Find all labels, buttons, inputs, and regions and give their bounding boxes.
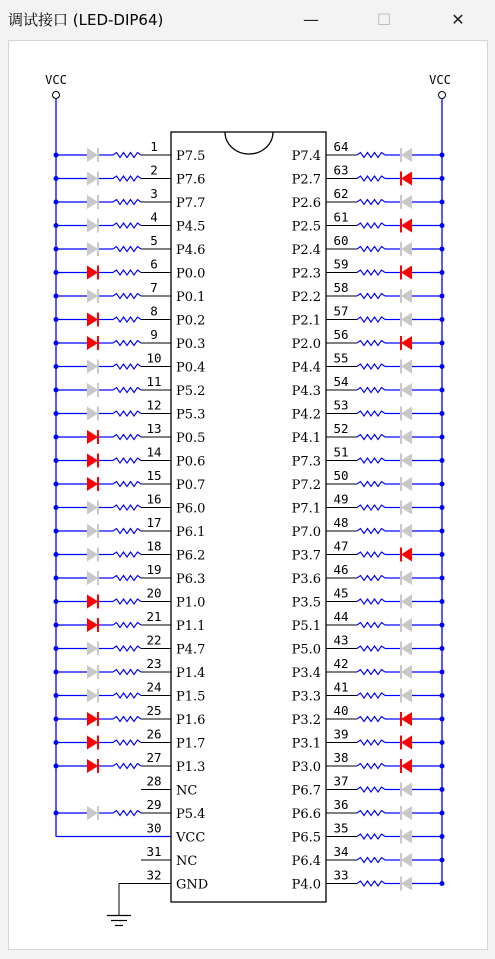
pin-39-resistor (357, 740, 385, 745)
pin-60-number: 60 (333, 233, 349, 248)
pin-46-junction (440, 576, 445, 581)
led-dip64-schematic (9, 41, 487, 949)
pin-42-resistor (357, 670, 385, 675)
pin-34-name: P6.4 (291, 854, 321, 869)
pin-64-number: 64 (333, 139, 349, 154)
pin-63-number: 63 (333, 162, 349, 178)
pin-7-name: P0.1 (176, 290, 206, 305)
pin-11-led (87, 383, 98, 397)
pin-44-resistor (357, 623, 385, 628)
pin-19-resistor (113, 576, 141, 581)
pin-52-resistor (357, 435, 385, 440)
pin-54-number: 54 (333, 374, 349, 389)
pin-18-name: P6.2 (176, 548, 206, 564)
pin-44-number: 44 (333, 609, 349, 624)
pin-56-name: P2.0 (291, 337, 321, 352)
pin-4-led (87, 219, 98, 233)
pin-35-resistor (357, 834, 385, 839)
pin-46-led (401, 571, 412, 585)
pin-58-junction (440, 294, 445, 299)
pin-45-junction (440, 599, 445, 604)
pin-50-junction (440, 482, 445, 487)
pin-14-name: P0.6 (176, 454, 206, 470)
pin-50-number: 50 (333, 468, 349, 483)
pin-20-resistor (113, 599, 141, 604)
pin-62-number: 62 (333, 186, 349, 201)
pin-22-name: P4.7 (176, 642, 206, 658)
pin-52-name: P4.1 (291, 431, 321, 446)
pin-35-name: P6.5 (291, 830, 321, 846)
pin-16-number: 16 (146, 491, 162, 507)
pin-7-resistor (113, 294, 141, 299)
pin-43-junction (440, 646, 445, 651)
pin-5-number: 5 (150, 233, 158, 248)
pin-5-led (87, 242, 98, 256)
pin-17-name: P6.1 (176, 525, 206, 540)
pin-20-number: 20 (146, 585, 162, 601)
pin-8-resistor (113, 317, 141, 322)
pin-22-led (87, 642, 98, 656)
pin-47-number: 47 (333, 538, 349, 554)
pin-55-resistor (357, 364, 385, 369)
pin-9-name: P0.3 (176, 337, 206, 352)
pin-53-number: 53 (333, 397, 349, 413)
pin-37-name: P6.7 (291, 783, 321, 799)
pin-4-name: P4.5 (176, 219, 206, 235)
pin-49-junction (440, 505, 445, 510)
pin-60-resistor (357, 247, 385, 252)
close-button[interactable]: ✕ (451, 10, 465, 29)
title-bar (0, 0, 495, 40)
pin-6-led (87, 266, 98, 280)
pin-25-led (87, 712, 98, 726)
maximize-button[interactable]: ☐ (376, 10, 392, 29)
pin-25-number: 25 (146, 703, 162, 718)
pin-35-junction (440, 834, 445, 839)
pin-51-resistor (357, 458, 385, 463)
pin-25-name: P1.6 (176, 713, 206, 728)
pin-9-resistor (113, 341, 141, 346)
pin-38-resistor (357, 764, 385, 769)
pin-13-number: 13 (146, 421, 162, 436)
pin-47-junction (440, 552, 445, 557)
pin-44-junction (440, 623, 445, 628)
pin-11-resistor (113, 388, 141, 393)
pin-21-number: 21 (146, 609, 162, 624)
pin-56-number: 56 (333, 327, 349, 342)
vcc-right-label: VCC (429, 73, 451, 87)
pin-5-resistor (113, 247, 141, 252)
pin-24-name: P1.5 (176, 689, 206, 705)
pin-56-led (401, 336, 412, 350)
pin-15-resistor (113, 482, 141, 487)
pin-47-name: P3.7 (291, 548, 321, 564)
pin-38-number: 38 (333, 750, 349, 765)
pin-55-junction (440, 364, 445, 369)
pin-1-led (87, 148, 98, 162)
pin-57-number: 57 (333, 303, 349, 319)
pin-24-resistor (113, 693, 141, 698)
pin-52-junction (440, 435, 445, 440)
pin-28-name: NC (176, 783, 198, 799)
pin-31-number: 31 (146, 844, 162, 859)
pin-41-name: P3.3 (291, 689, 321, 705)
pin-29-led (87, 806, 98, 820)
pin-38-name: P3.0 (291, 760, 321, 775)
pin-49-number: 49 (333, 491, 349, 507)
pin-61-led (401, 219, 412, 233)
pin-62-led (401, 195, 412, 209)
pin-22-resistor (113, 646, 141, 651)
pin-22-number: 22 (146, 632, 162, 648)
pin-41-resistor (357, 693, 385, 698)
pin-51-name: P7.3 (291, 454, 321, 470)
pin-60-led (401, 242, 412, 256)
pin-20-led (87, 595, 98, 609)
pin-6-resistor (113, 270, 141, 275)
pin-37-resistor (357, 787, 385, 792)
pin-30-name: VCC (176, 830, 206, 846)
pin-33-junction (440, 881, 445, 886)
pin-48-led (401, 524, 412, 538)
pin-48-number: 48 (333, 515, 349, 530)
pin-53-resistor (357, 411, 385, 416)
pin-26-led (87, 736, 98, 750)
pin-49-resistor (357, 505, 385, 510)
pin-29-number: 29 (146, 797, 162, 812)
pin-61-resistor (357, 223, 385, 228)
pin-3-led (87, 195, 98, 209)
pin-36-number: 36 (333, 797, 349, 812)
pin-18-number: 18 (146, 538, 162, 554)
pin-61-junction (440, 223, 445, 228)
pin-2-led (87, 172, 98, 186)
pin-26-number: 26 (146, 726, 162, 742)
pin-45-led (401, 595, 412, 609)
pin-39-junction (440, 740, 445, 745)
pin-32-name: GND (176, 877, 209, 893)
pin-24-led (87, 689, 98, 703)
pin-37-junction (440, 787, 445, 792)
pin-58-number: 58 (333, 280, 349, 295)
pin-57-junction (440, 317, 445, 322)
pin-58-name: P2.2 (291, 290, 321, 305)
pin-54-name: P4.3 (291, 384, 321, 399)
pin-16-name: P6.0 (176, 501, 206, 517)
pin-57-name: P2.1 (291, 313, 321, 329)
pin-16-resistor (113, 505, 141, 510)
pin-10-led (87, 360, 98, 374)
pin-13-resistor (113, 435, 141, 440)
schematic-panel (8, 40, 488, 950)
pin-50-led (401, 477, 412, 491)
pin-47-resistor (357, 552, 385, 557)
pin-32-number: 32 (146, 867, 162, 883)
pin-63-led (401, 172, 412, 186)
pin-38-junction (440, 764, 445, 769)
pin-10-name: P0.4 (176, 360, 206, 376)
pin-7-led (87, 289, 98, 303)
pin-1-resistor (113, 153, 141, 158)
pin-6-name: P0.0 (176, 266, 206, 282)
pin-26-name: P1.7 (176, 736, 206, 752)
pin-61-name: P2.5 (291, 219, 321, 235)
pin-45-name: P3.5 (291, 595, 321, 611)
pin-19-name: P6.3 (176, 572, 206, 587)
vcc-left-circle (53, 92, 60, 99)
pin-42-name: P3.4 (291, 666, 321, 681)
pin-16-led (87, 501, 98, 515)
pin-34-resistor (357, 858, 385, 863)
pin-33-name: P4.0 (291, 877, 321, 893)
pin-46-number: 46 (333, 562, 349, 577)
pin-2-resistor (113, 176, 141, 181)
pin-40-number: 40 (333, 703, 349, 718)
pin-42-led (401, 665, 412, 679)
pin-27-name: P1.3 (176, 760, 206, 775)
pin-59-junction (440, 270, 445, 275)
pin-54-junction (440, 388, 445, 393)
pin-56-junction (440, 341, 445, 346)
pin-60-junction (440, 247, 445, 252)
pin-64-junction (440, 153, 445, 158)
pin-1-name: P7.5 (176, 149, 206, 164)
pin-33-number: 33 (333, 867, 349, 883)
pin-49-led (401, 501, 412, 515)
pin-27-resistor (113, 764, 141, 769)
pin-8-led (87, 313, 98, 327)
pin-40-resistor (357, 717, 385, 722)
pin-43-number: 43 (333, 632, 349, 648)
pin-43-name: P5.0 (291, 642, 321, 658)
window-title: 调试接口 (LED-DIP64) (8, 11, 164, 29)
pin-35-number: 35 (333, 820, 349, 836)
pin-7-number: 7 (150, 280, 158, 295)
pin-55-name: P4.4 (291, 360, 321, 376)
pin-2-name: P7.6 (176, 172, 206, 188)
pin-34-number: 34 (333, 844, 349, 859)
pin-3-resistor (113, 200, 141, 205)
pin-42-junction (440, 670, 445, 675)
pin-4-resistor (113, 223, 141, 228)
pin-64-resistor (357, 153, 385, 158)
pin-39-name: P3.1 (291, 736, 321, 752)
pin-46-name: P3.6 (291, 572, 321, 587)
pin-24-number: 24 (146, 679, 162, 695)
pin-27-number: 27 (146, 750, 162, 765)
pin-1-number: 1 (150, 139, 158, 154)
pin-12-number: 12 (146, 397, 162, 413)
pin-8-name: P0.2 (176, 313, 206, 329)
pin-39-led (401, 736, 412, 750)
pin-15-number: 15 (146, 468, 162, 483)
pin-48-name: P7.0 (291, 525, 321, 540)
pin-59-led (401, 266, 412, 280)
pin-29-resistor (113, 811, 141, 816)
pin-64-led (401, 148, 412, 162)
pin-40-led (401, 712, 412, 726)
pin-49-name: P7.1 (291, 501, 321, 517)
pin-40-junction (440, 717, 445, 722)
pin-12-resistor (113, 411, 141, 416)
pin-41-junction (440, 693, 445, 698)
pin-10-number: 10 (146, 350, 162, 366)
pin-58-led (401, 289, 412, 303)
pin-6-number: 6 (150, 256, 158, 272)
pin-23-name: P1.4 (176, 666, 206, 681)
pin-55-led (401, 360, 412, 374)
pin-17-resistor (113, 529, 141, 534)
pin-53-junction (440, 411, 445, 416)
pin-18-led (87, 548, 98, 562)
pin-8-number: 8 (150, 303, 158, 319)
pin-23-led (87, 665, 98, 679)
pin-11-number: 11 (146, 374, 162, 389)
pin-42-number: 42 (333, 656, 349, 671)
pin-23-resistor (113, 670, 141, 675)
pin-63-resistor (357, 176, 385, 181)
vcc-left-terminal (45, 73, 67, 99)
pin-62-name: P2.6 (291, 196, 321, 211)
pin-29-name: P5.4 (176, 807, 206, 822)
pin-53-led (401, 407, 412, 421)
pin-51-junction (440, 458, 445, 463)
pin-13-name: P0.5 (176, 431, 206, 446)
pin-40-name: P3.2 (291, 713, 321, 728)
pin-48-resistor (357, 529, 385, 534)
pin-36-junction (440, 811, 445, 816)
pin-57-resistor (357, 317, 385, 322)
pin-20-name: P1.0 (176, 595, 206, 611)
pin-44-name: P5.1 (291, 619, 321, 634)
pin-36-resistor (357, 811, 385, 816)
pin-2-number: 2 (150, 162, 158, 178)
pin-62-junction (440, 200, 445, 205)
pin-44-led (401, 618, 412, 632)
pin-23-number: 23 (146, 656, 162, 671)
pin-10-resistor (113, 364, 141, 369)
pin-43-resistor (357, 646, 385, 651)
pin-50-name: P7.2 (291, 478, 321, 493)
pin-36-name: P6.6 (291, 807, 321, 822)
pin-35-led (401, 830, 412, 844)
pin-12-led (87, 407, 98, 421)
pin-61-number: 61 (333, 209, 349, 225)
pin-30-number: 30 (146, 820, 162, 836)
pin-33-resistor (357, 881, 385, 886)
pin-38-led (401, 759, 412, 773)
pin-58-resistor (357, 294, 385, 299)
pin-25-resistor (113, 717, 141, 722)
pin-62-resistor (357, 200, 385, 205)
pin-59-resistor (357, 270, 385, 275)
pin-17-number: 17 (146, 515, 162, 530)
pin-3-name: P7.7 (176, 196, 206, 211)
pin-63-junction (440, 176, 445, 181)
pin-48-junction (440, 529, 445, 534)
pin-41-led (401, 689, 412, 703)
pin-31-name: NC (176, 854, 198, 869)
pin-34-junction (440, 858, 445, 863)
pin-55-number: 55 (333, 350, 349, 366)
pin-27-led (87, 759, 98, 773)
pin-14-led (87, 454, 98, 468)
pin-60-name: P2.4 (291, 243, 321, 258)
pin-53-name: P4.2 (291, 407, 321, 423)
pin-18-resistor (113, 552, 141, 557)
pin-57-led (401, 313, 412, 327)
vcc-left-label: VCC (45, 73, 67, 87)
pin-11-name: P5.2 (176, 384, 206, 399)
pin-51-number: 51 (333, 444, 349, 460)
pin-9-led (87, 336, 98, 350)
pin-4-number: 4 (150, 209, 158, 225)
pin-14-resistor (113, 458, 141, 463)
pin-19-number: 19 (146, 562, 162, 577)
pin-12-name: P5.3 (176, 407, 206, 423)
pin-64-name: P7.4 (291, 149, 321, 164)
pin-21-led (87, 618, 98, 632)
pin-63-name: P2.7 (291, 172, 321, 188)
pin-28-number: 28 (146, 773, 162, 789)
pin-3-number: 3 (150, 186, 158, 201)
pin-50-resistor (357, 482, 385, 487)
pin-45-resistor (357, 599, 385, 604)
pin-59-name: P2.3 (291, 266, 321, 282)
pin-26-resistor (113, 740, 141, 745)
pin-15-led (87, 477, 98, 491)
pin-52-led (401, 430, 412, 444)
pin-5-name: P4.6 (176, 243, 206, 258)
pin-13-led (87, 430, 98, 444)
pin-43-led (401, 642, 412, 656)
vcc-right-terminal (429, 73, 451, 99)
pin-41-number: 41 (333, 679, 349, 695)
minimize-button[interactable]: — (303, 10, 319, 29)
pin-52-number: 52 (333, 421, 349, 436)
pin-47-led (401, 548, 412, 562)
pin-15-name: P0.7 (176, 478, 206, 493)
pin-19-led (87, 571, 98, 585)
pin-51-led (401, 454, 412, 468)
pin-36-led (401, 806, 412, 820)
pin-14-number: 14 (146, 444, 162, 460)
pin-45-number: 45 (333, 585, 349, 601)
pin-33-led (401, 877, 412, 891)
pin-37-led (401, 783, 412, 797)
pin-34-led (401, 853, 412, 867)
pin-17-led (87, 524, 98, 538)
pin-54-resistor (357, 388, 385, 393)
pin-39-number: 39 (333, 726, 349, 742)
vcc-right-circle (439, 92, 446, 99)
pin-21-name: P1.1 (176, 619, 206, 634)
pin-56-resistor (357, 341, 385, 346)
pin-59-number: 59 (333, 256, 349, 272)
pin-37-number: 37 (333, 773, 349, 789)
pin-9-number: 9 (150, 327, 158, 342)
pin-21-resistor (113, 623, 141, 628)
pin-46-resistor (357, 576, 385, 581)
pin-54-led (401, 383, 412, 397)
